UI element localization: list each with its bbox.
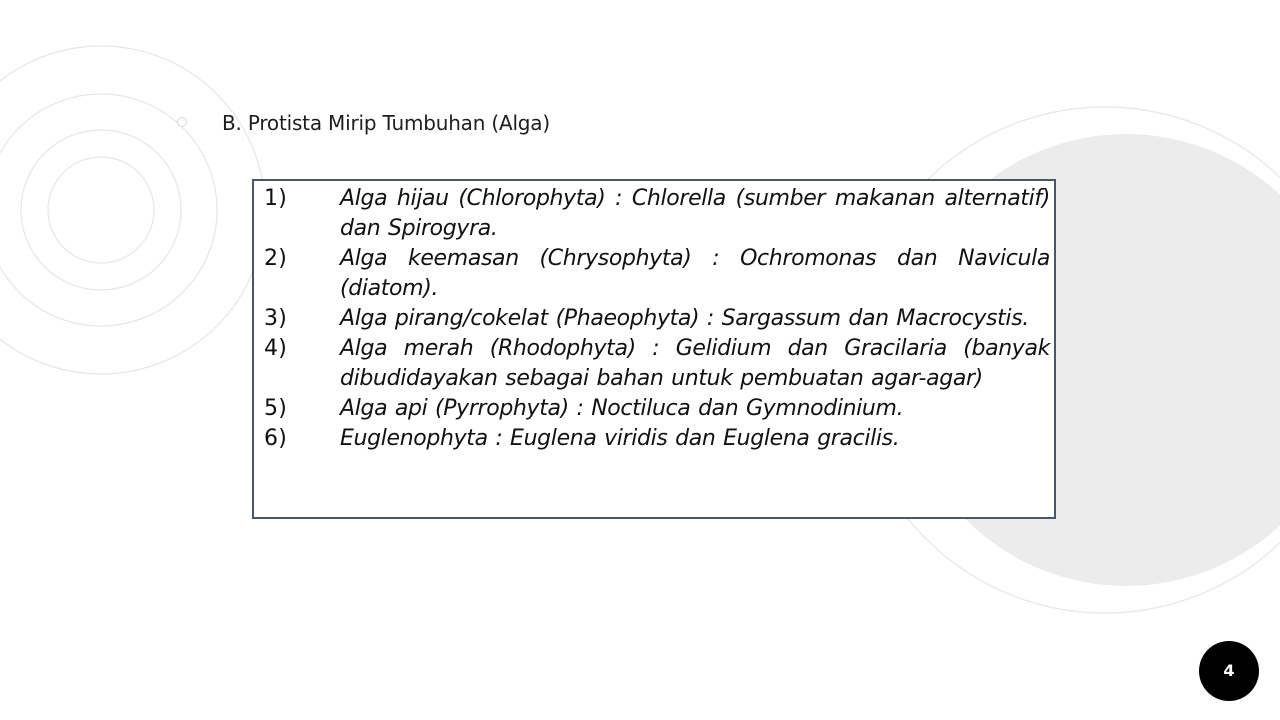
list-item	[264, 424, 1050, 454]
list-item-number: 6)	[264, 426, 288, 451]
heading-bullet-dot	[177, 117, 187, 127]
list-item-text: Alga merah (Rhodophyta) : Gelidium dan Gracilaria (banyak dibudidayakan sebagai bahan untuk pembuatan agar-agar)	[340, 336, 1050, 391]
ring-innermost	[48, 157, 154, 263]
list-item-text: Alga api (Pyrrophyta) : Noctiluca dan Gymnodinium.	[340, 396, 904, 421]
concentric-rings-left	[0, 46, 265, 374]
list-item-number: 1)	[264, 186, 288, 211]
list-item-number: 2)	[264, 246, 288, 271]
list-item	[264, 184, 1050, 244]
ring-middle	[0, 94, 217, 326]
slide-title: B. Protista Mirip Tumbuhan (Alga)	[222, 111, 550, 135]
list-item-text: Alga pirang/cokelat (Phaeophyta) : Sargassum dan Macrocystis.	[340, 306, 1029, 331]
list-item	[264, 244, 1050, 304]
algae-list	[264, 184, 1050, 454]
list-item	[264, 334, 1050, 394]
page-number-badge: 4	[1199, 641, 1259, 701]
list-item	[264, 394, 1050, 424]
list-item-text: Euglenophyta : Euglena viridis dan Euglena gracilis.	[340, 426, 900, 451]
list-item-number: 3)	[264, 306, 288, 331]
list-item	[264, 304, 1050, 334]
list-item-number: 4)	[264, 336, 288, 361]
ring-inner	[21, 130, 181, 290]
list-item-text: Alga hijau (Chlorophyta) : Chlorella (sumber makanan alternatif) dan Spirogyra.	[340, 186, 1050, 241]
list-item-text: Alga keemasan (Chrysophyta) : Ochromonas dan Navicula (diatom).	[340, 246, 1050, 301]
ring-outer	[0, 46, 265, 374]
list-item-number: 5)	[264, 396, 288, 421]
algae-list-box	[252, 179, 1056, 519]
